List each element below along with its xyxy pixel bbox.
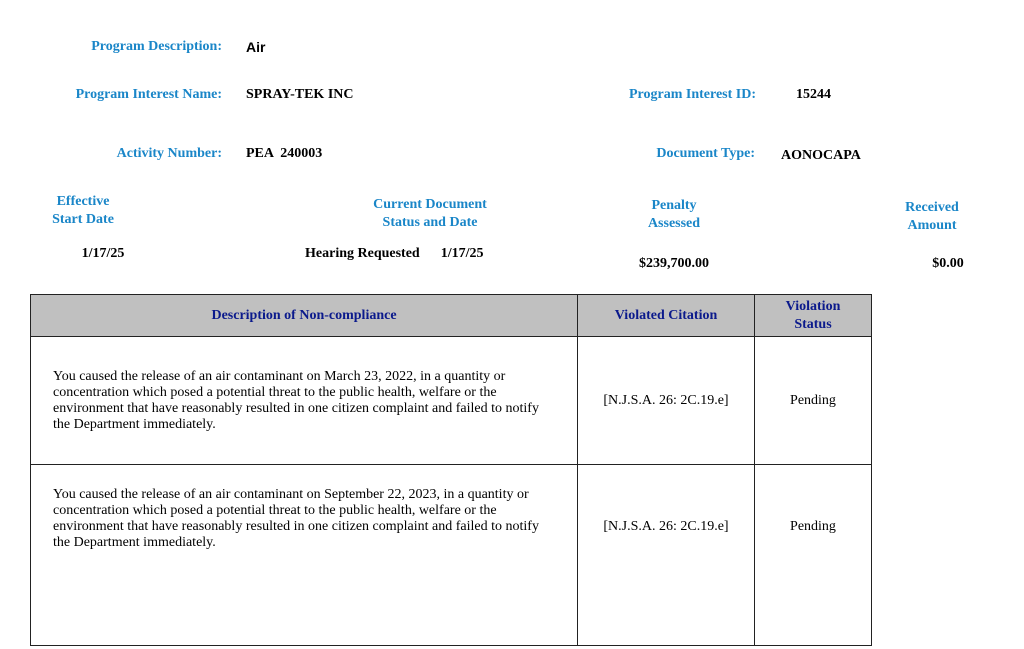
program-interest-id-label: Program Interest ID:	[628, 87, 756, 102]
document-type-label: Document Type:	[656, 146, 755, 161]
received-amount-header	[882, 199, 982, 235]
violation-description: You caused the release of an air contaminant on September 22, 2023, in a quantity or concentration which posed a potential threat to the public health, welfare or the environment that have reasonably resulted in one citizen complaint and failed to notify the Department immediately.	[31, 465, 578, 646]
received-amount-value: $0.00	[932, 256, 964, 271]
program-interest-name-value: SPRAY-TEK INC	[246, 87, 354, 102]
current-status-header	[350, 196, 510, 232]
table-row	[31, 465, 872, 646]
program-description-value: Air	[246, 39, 266, 55]
column-header-description: Description of Non-compliance	[31, 295, 578, 337]
effective-start-date-header	[33, 193, 133, 229]
penalty-assessed-header-line1: Penalty	[651, 198, 697, 213]
non-compliance-table	[30, 294, 872, 646]
violation-status: Pending	[755, 465, 872, 646]
effective-start-date-header-line2: Start Date	[52, 212, 114, 227]
violation-citation: [N.J.S.A. 26: 2C.19.e]	[578, 337, 755, 465]
column-header-citation: Violated Citation	[578, 295, 755, 337]
column-header-status	[755, 295, 872, 337]
current-status-date: 1/17/25	[440, 246, 484, 261]
table-row	[31, 337, 872, 465]
effective-start-date-value: 1/17/25	[81, 246, 125, 261]
violation-status: Pending	[755, 337, 872, 465]
violation-description: You caused the release of an air contaminant on March 23, 2022, in a quantity or concentration which posed a potential threat to the public health, welfare or the environment that have reasonably resulted in one citizen complaint and failed to notify the Department immediately.	[31, 337, 578, 465]
current-status-value	[305, 246, 484, 262]
column-header-status-line1: Violation	[785, 298, 841, 314]
effective-start-date-header-line1: Effective	[56, 194, 110, 209]
violation-citation: [N.J.S.A. 26: 2C.19.e]	[578, 465, 755, 646]
received-amount-header-line1: Received	[905, 200, 959, 215]
document-type-value: AONOCAPA	[781, 148, 861, 163]
activity-number-label: Activity Number:	[116, 146, 222, 161]
current-status-text: Hearing Requested	[305, 246, 420, 261]
program-interest-id-value: 15244	[796, 87, 831, 102]
activity-number-value: PEA 240003	[246, 146, 323, 161]
table-header-row	[31, 295, 872, 337]
column-header-status-line2: Status	[794, 316, 832, 332]
current-status-header-line2: Status and Date	[382, 215, 478, 230]
penalty-assessed-header	[624, 197, 724, 233]
current-status-header-line1: Current Document	[373, 197, 487, 212]
program-description-label: Program Description:	[91, 39, 222, 54]
program-interest-name-label: Program Interest Name:	[75, 87, 222, 102]
penalty-assessed-value: $239,700.00	[639, 256, 709, 271]
received-amount-header-line2: Amount	[907, 218, 957, 233]
penalty-assessed-header-line2: Assessed	[647, 216, 701, 231]
